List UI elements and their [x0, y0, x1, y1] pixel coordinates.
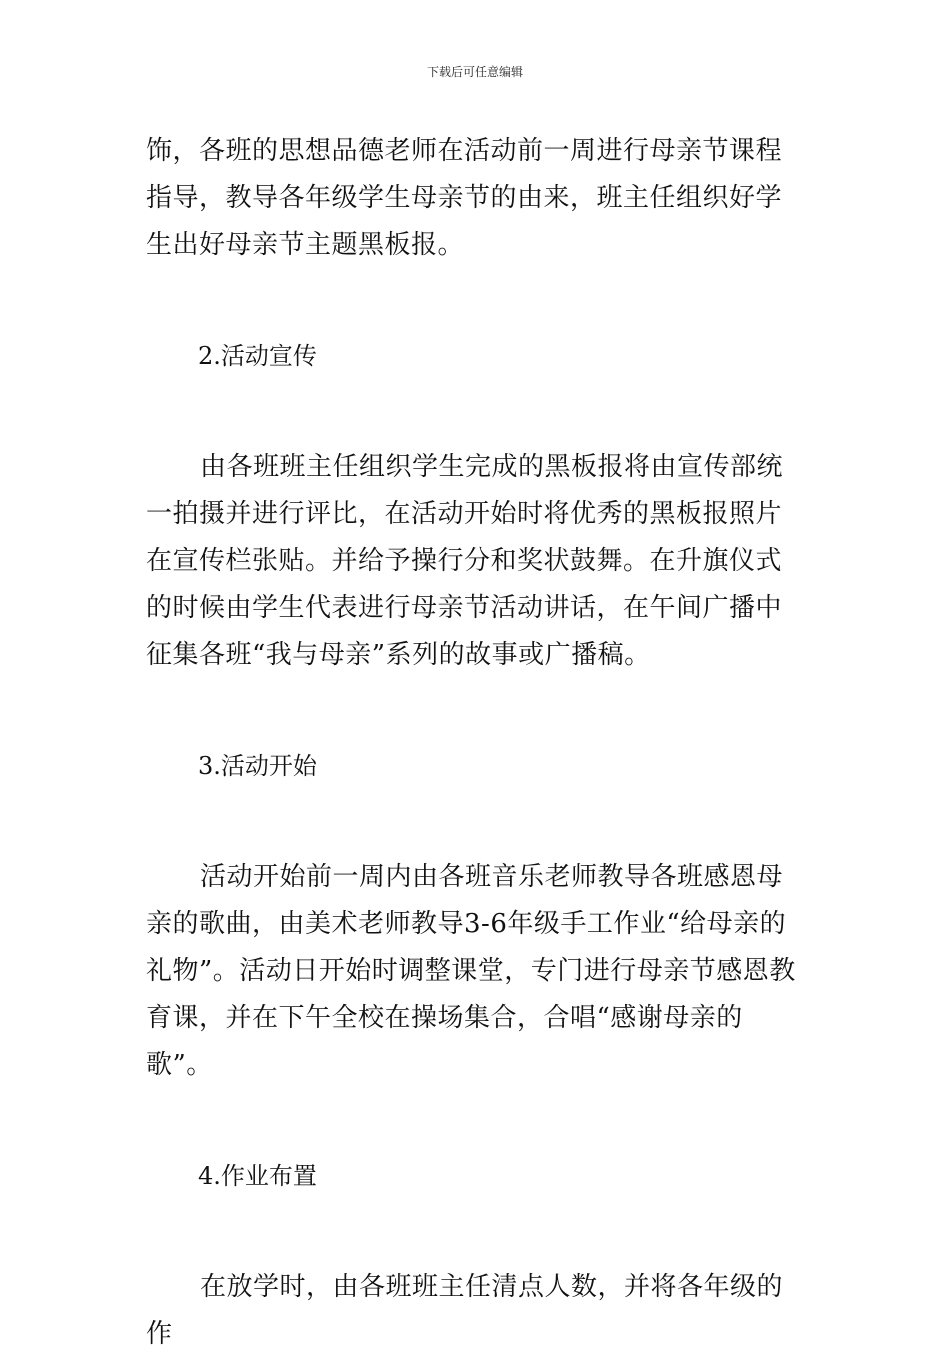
paragraph-gap: [146, 269, 806, 333]
paragraph-continuation: 饰，各班的思想品德老师在活动前一周进行母亲节课程指导，教导各年级学生母亲节的由来，班主任组织好学生出好母亲节主题黑板报。: [146, 136, 783, 260]
document-body: [146, 128, 806, 1358]
paragraph-gap: [146, 790, 806, 854]
section-heading-homework: 4.作业布置: [198, 1162, 317, 1190]
section-heading-publicity: 2.活动宣传: [198, 342, 317, 370]
paragraph-publicity: 由各班班主任组织学生完成的黑板报将由宣传部统一拍摄并进行评比，在活动开始时将优秀的黑板报照片在宣传栏张贴。并给予操行分和奖状鼓舞。在升旗仪式的时候由学生代表进行母亲节活动讲话，在午间广播中征集各班“我与母亲”系列的故事或广播稿。: [146, 452, 784, 670]
paragraph-gap: [146, 1200, 806, 1264]
paragraph-homework: 在放学时，由各班班主任清点人数，并将各年级的作: [146, 1272, 784, 1349]
paragraph-activity-start: 活动开始前一周内由各班音乐老师教导各班感恩母亲的歌曲，由美术老师教导3-6年级手工作业“给母亲的礼物”。活动日开始时调整课堂，专门进行母亲节感恩教育课，并在下午全校在操场集合，合唱“感谢母亲的歌”。: [146, 862, 796, 1080]
section-heading-activity-start: 3.活动开始: [198, 752, 317, 780]
paragraph-gap: [146, 380, 806, 444]
paragraph-gap: [146, 1089, 806, 1153]
paragraph-gap: [146, 679, 806, 743]
page-header-note: 下载后可任意编辑: [426, 65, 523, 79]
